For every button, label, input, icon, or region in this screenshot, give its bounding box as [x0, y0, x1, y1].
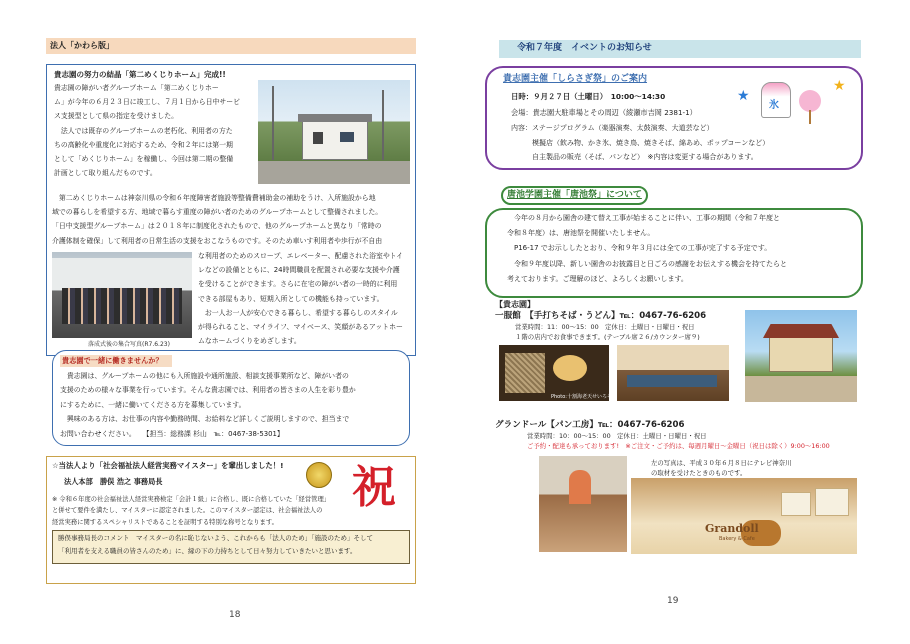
- narrowLines-line: レなどの設備とともに、24時間職員を配置され必要な支援や介護: [198, 266, 400, 275]
- event2Lines-line: 令和８年度）は、唐池祭を開催いたしません。: [507, 229, 655, 238]
- event2Lines-line: 令和９年度以降、新しい園舎のお披露目と日ごろの感謝をお伝えする機会を持てたらと: [507, 259, 787, 268]
- celebrate-char: 祝: [352, 462, 396, 513]
- shop1-hours: 営業時間：11：00～15：00 定休日：土曜日・日曜日・祝日: [515, 323, 695, 331]
- star-icon: ★: [737, 88, 750, 104]
- event1-venue: 会場：貴志園大駐車場とその周辺（綾瀬市吉岡 2381-1）: [511, 108, 697, 117]
- award-title: ☆当法人より「社会福祉法人経営実務マイスター」を輩出しました！!: [52, 461, 284, 470]
- shop2-notice: ご予約・配達も承っております! ※ご注文・ご予約は、毎週月曜日～金曜日（祝日は除く）9:00～16:00: [527, 442, 830, 450]
- introLines-line: 計画として取り組んだものです。: [54, 169, 157, 178]
- event1-title: 貴志園主催「しらさぎ祭」のご案内: [503, 74, 648, 84]
- introLines-line: 貴志園の障がい者グループホーム「第二めくじりホー: [54, 84, 219, 92]
- article-title: 貴志園の努力の結晶「第二めくじりホーム」完成!!: [54, 70, 226, 79]
- page-number-19: 19: [667, 596, 679, 606]
- home-building-photo: [258, 80, 410, 184]
- shop2-name: グランドール【パン工房】℡：0467-76-6206: [495, 420, 685, 430]
- building-exterior-photo: [745, 310, 857, 402]
- commentLines-line: 「利用者を支える職員の皆さんのため」に、縁の下の力持ちとして日々努力していきたいと思います。: [58, 547, 357, 555]
- shop1-seats: １階の店内でお食事できます。(テーブル席２６/カウンター席９): [515, 333, 700, 341]
- kakigori-label: 氷: [769, 100, 779, 111]
- bakery-tv-photo: [539, 456, 627, 552]
- event2Lines-line: P16-17 でお示ししたとおり、令和９年３月には全ての工事が完了する予定です。: [507, 244, 772, 253]
- narrowLines-line: できる部屋もあり、短期入所としての機能も持っています。: [198, 294, 384, 303]
- introLines-line: として「めくじりホーム」を稼働し、今回は第二期の整備: [54, 155, 234, 163]
- shop2-hours: 営業時間：10：00～15：00 定休日：土曜日・日曜日・祝日: [527, 432, 707, 440]
- recruitLines-line: にするために、一緒に働いてくださる方を募集しています。: [60, 400, 246, 409]
- event1Lines-line: 自主製品の販売（そば、パンなど） ※内容は変更する場合があります。: [511, 153, 758, 161]
- introLines-line: ム」が今年の６月２３日に竣工し、７月１日から日中サービ: [54, 98, 241, 107]
- narrowLines-line: を受けることができます。さらに在宅の障がい者の一時的に利用: [198, 280, 398, 289]
- recruitLines-line: 支援のための様々な事業を行っています。そんな貴志園では、利用者の皆さまの人生を彩り豊か: [60, 386, 356, 395]
- fullLines-line: 「日中支援型グループホーム」は２０１８年に制度化されたもので、他のグループホームと異なり「常時の: [52, 222, 382, 231]
- award-person: 法人本部 勝俣 浩之 事務局長: [64, 477, 163, 486]
- fullLines-line: 域での暮らしを希望する方、地域で暮らす重度の障がい者のためのグループホームとして整備されました。: [52, 208, 383, 217]
- kawaraban-title: 法人「かわら版」: [50, 41, 114, 50]
- shop2Note-line: の取材を受けたときのものです。: [651, 469, 747, 477]
- narrowLines-line: お一人お一人が安心できる暮らし、希望する暮らしのスタイル: [198, 308, 398, 317]
- cotton-candy-stick: [809, 110, 811, 124]
- recruitLines-line: 貴志園は、グループホームの他にも入所施設や通所施設、相談支援事業所など、障がい者の: [60, 372, 349, 380]
- grandoll-logo-sub: Bakery & Cafe: [719, 536, 755, 542]
- bread-photo: [631, 478, 857, 554]
- group-photo-caption: 落成式後の集合写真(R7.6.23): [88, 341, 170, 348]
- restaurant-interior-photo: [617, 345, 729, 401]
- page-19: [455, 0, 910, 644]
- awardLines-line: と併せて要件を満たし、マイスターに認定されました。このマイスター認定は、社会福祉法人の: [52, 507, 323, 515]
- introLines-line: ちの高齢化や重度化に対応するため、令和２年には第一期: [54, 140, 233, 149]
- introLines-line: ス支援型として県の指定を受けました。: [54, 112, 179, 121]
- introLines-line: 法人では既存のグループホームの老朽化、利用者の方た: [54, 126, 233, 135]
- shop1-name: 一服館 【手打ちそば・うどん】℡：0467-76-6206: [495, 311, 707, 321]
- narrowLines-line: が得られること、マイライフ、マイベース、笑顔があるアットホー: [198, 323, 403, 331]
- kishien-heading: 【貴志園】: [495, 300, 535, 309]
- event-header-title: 令和７年度 イベントのお知らせ: [517, 43, 652, 53]
- event1Lines-line: 模擬店（飲み物、かき氷、焼き鳥、焼きそば、綿あめ、ポップコーンなど）: [511, 138, 770, 147]
- soba-photo: [499, 345, 609, 401]
- event1Lines-line: 内容：ステージプログラム（楽器演奏、太鼓演奏、大道芸など）: [511, 124, 714, 132]
- commentLines-line: 勝俣事務局長のコメント マイスターの名に恥じないよう、これからも「法人のため」「施設のため」そして: [58, 534, 374, 542]
- fullLines-line: 第二めくじりホームは神奈川県の令和６年度障害者施設等整備費補助金の補助をうけ、入所施設から地: [52, 194, 376, 202]
- fullLines-line: 介護体制を確保」して利用者の日常生活の支援をおこなうものです。そのため車いす利用者や歩行が不自由: [52, 236, 383, 245]
- event2-title: 唐池学園主催「唐池祭」について: [501, 186, 648, 205]
- recruit-title: 貴志園で一緒に働きませんか？: [62, 356, 163, 365]
- recruitLines-line: 興味のある方は、お仕事の内容や勤務時間、お給料など詳しくご説明しますので、担当まで: [60, 415, 350, 424]
- page-number-18: 18: [229, 610, 241, 620]
- event2Lines-line: 今年の８月から園舎の建て替え工事が始まることに伴い、工事の期間（令和７年度と: [507, 214, 780, 222]
- group-photo: [52, 252, 192, 338]
- shop2Note-line: 左の写真は、平成３０年６月８日にテレビ神奈川: [651, 459, 792, 467]
- recruitLines-line: お問い合わせください。 【担当：総務課 杉山 ℡：0467-38-5301】: [60, 429, 284, 438]
- event1-date: 日時：９月２７日（土曜日） 10:00～14:30: [511, 92, 666, 101]
- grandoll-logo: Grandoll: [705, 522, 759, 535]
- star-icon: ★: [833, 78, 846, 94]
- event2Lines-line: 考えております。ご理解のほど、よろしくお願いします。: [507, 274, 688, 283]
- cotton-candy-icon: [799, 90, 821, 112]
- narrowLines-line: ムなホームづくりをめざします。: [198, 337, 301, 346]
- meister-badge-icon: [306, 462, 332, 488]
- awardLines-line: ※ 令和６年度の社会福祉法人経営実務検定「会計１級」に合格し、既に合格していた「経営管理」: [52, 496, 331, 503]
- narrowLines-line: な利用者のためのスロープ、エレベーター、配慮された浴室やトイ: [198, 252, 404, 260]
- awardLines-line: 経営実務に関するスペシャリストであることを証明する特別な称号となります。: [52, 518, 278, 526]
- soba-photo-caption: Photo:十割海老天せいろそば: [551, 394, 617, 400]
